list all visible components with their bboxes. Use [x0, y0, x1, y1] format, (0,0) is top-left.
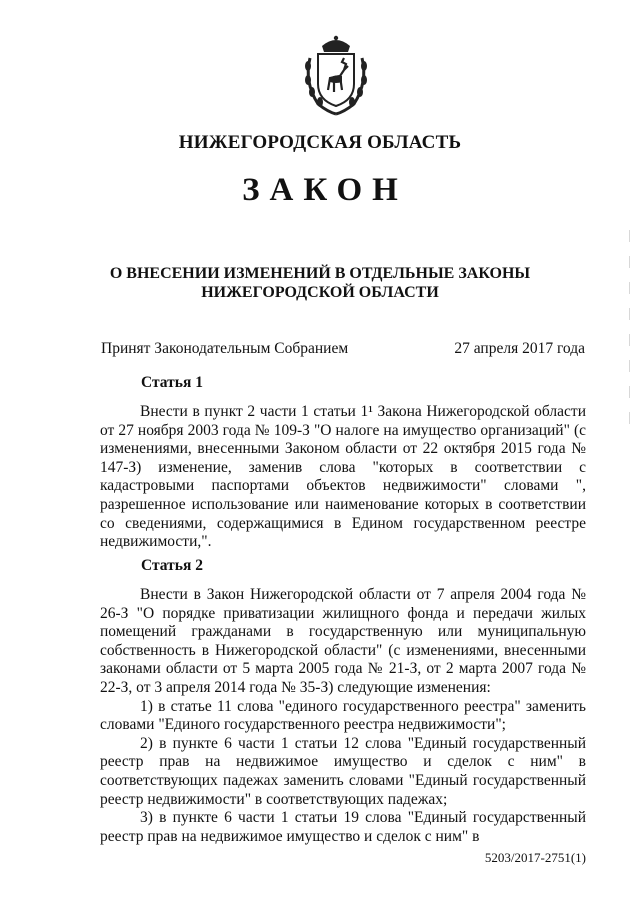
article-2-title: Статья 2: [141, 557, 203, 574]
article-1-text: Внести в пункт 2 части 1 статьи 1¹ Закона Нижегородской области от 27 ноября 2003 года № 109-З "О налоге на имущество организаций" (с изменениями, внесенными Законом области от 22 октября 2015 года № 147-З) изменение, заменив слова "которых в соответствии с кадастровыми паспортами объектов недвижимости" словами ", разрешенное использование или наименование которых в соответствии со сведениями, содержащимися в Едином государственном реестре недвижимости,".: [100, 403, 586, 551]
article-2-item-1: 1) в статье 11 слова "единого государственного реестра" заменить словами "Единого государственного реестра недвижимости";: [100, 697, 586, 734]
adoption-line: [101, 340, 585, 358]
adoption-date: 27 апреля 2017 года: [454, 340, 585, 357]
article-1-title: Статья 1: [141, 374, 203, 391]
document-type-title: ЗАКОН: [242, 172, 408, 208]
scan-edge-mark: [628, 230, 631, 450]
subject-line-2: НИЖЕГОРОДСКОЙ ОБЛАСТИ: [201, 284, 439, 301]
article-1-body: [100, 403, 586, 552]
article-2-item-3: 3) в пункте 6 части 1 статьи 19 слова "Единый государственный реестр прав на недвижимое имущество и сделок с ним" в: [100, 809, 586, 845]
subject-line-1: О ВНЕСЕНИИ ИЗМЕНЕНИЙ В ОТДЕЛЬНЫЕ ЗАКОНЫ: [109, 265, 531, 282]
article-2-text: Внести в Закон Нижегородской области от 7 апреля 2004 года № 26-З "О порядке приватизации жилищного фонда и передачи жилых помещений гражданами в государственную или муниципальную собственность в Нижегородской области" (с изменениями, внесенными законами области от 5 марта 2005 года № 21-З, от 2 марта 2007 года № 22-З, от 3 апреля 2014 года № 35-З) следующие изменения:: [100, 586, 586, 696]
document-code: 5203/2017-2751(1): [484, 850, 586, 865]
article-2-item-2: 2) в пункте 6 части 1 статьи 12 слова "Единый государственный реестр прав на недвижимое имущество и сделок с ним" в соответствующих падежах заменить словами "Единый государственный реестр недвижимости" в соответствующих падежах;: [100, 734, 586, 808]
coat-of-arms-icon: [300, 34, 372, 116]
adopted-by-label: Принят Законодательным Собранием: [101, 340, 349, 357]
region-title: НИЖЕГОРОДСКАЯ ОБЛАСТЬ: [178, 132, 462, 153]
law-subject: [0, 264, 640, 302]
article-2-body: [100, 586, 586, 846]
